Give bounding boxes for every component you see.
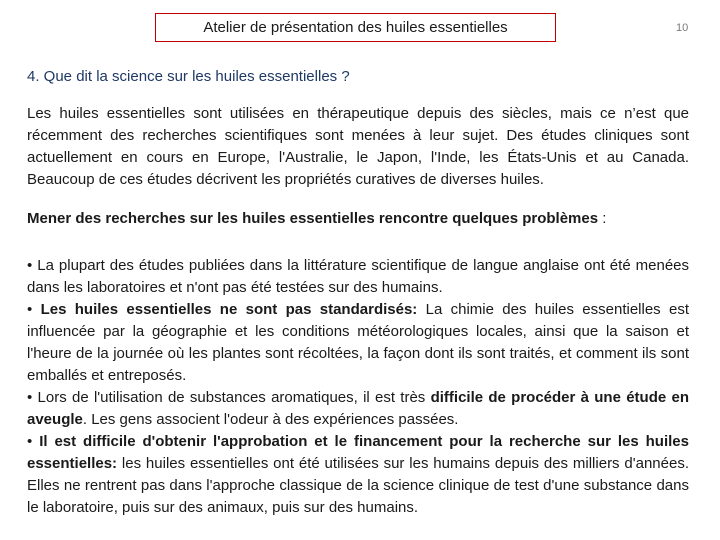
- bullet-marker: •: [27, 257, 38, 274]
- intro-paragraph: Les huiles essentielles sont utilisées en thérapeutique depuis des siècles, mais ce n’est que récemment des recherches scientifiques sont menées à leur sujet. Des études cliniques sont actuellement en cours en Europe, l'Australie, le Japon, l'Inde, les États-Unis et au Canada. Beaucoup de ces études décrivent les propriétés curatives de diverses huiles.: [27, 105, 689, 188]
- bullet-text: Lors de l'utilisation de substances aromatiques, il est très: [37, 389, 431, 406]
- problems-list: [27, 255, 689, 519]
- slide-title: Atelier de présentation des huiles essentielles: [203, 19, 508, 36]
- bullet-marker: •: [27, 389, 38, 406]
- section-heading: 4. Que dit la science sur les huiles essentielles ?: [27, 68, 350, 85]
- list-item: [27, 299, 689, 387]
- list-item: [27, 431, 689, 519]
- bullet-text: La plupart des études publiées dans la littérature scientifique de langue anglaise ont été menées dans les laboratoires et n'ont pas été testées sur des humains.: [27, 257, 690, 296]
- bullet-bold-lead: Il est difficile d'obtenir l'approbation et le financement pour la recherche sur les huiles essentielles:: [27, 433, 689, 472]
- bullet-tail: . Les gens associent l'odeur à des expériences passées.: [82, 411, 459, 428]
- bullet-marker: •: [27, 433, 40, 450]
- bullet-bold-inline: difficile de procéder à une étude en aveugle: [27, 389, 689, 428]
- slide-title-box: [155, 13, 556, 42]
- list-item: [27, 387, 689, 431]
- bullet-marker: •: [27, 301, 41, 318]
- problems-heading: [27, 210, 606, 227]
- problems-heading-colon: :: [598, 210, 607, 227]
- bullet-text: les huiles essentielles ont été utilisées sur les humains depuis des milliers d'années. Elles ne rentrent pas dans l'approche classique de la science clinique de test d'une substance dans le laboratoire, puis sur des animaux, puis sur des humains.: [27, 455, 689, 516]
- problems-heading-text: Mener des recherches sur les huiles essentielles rencontre quelques problèmes: [27, 210, 599, 227]
- list-item: [27, 255, 689, 299]
- page-number: 10: [676, 22, 689, 34]
- bullet-text: La chimie des huiles essentielles est influencée par la géographie et les conditions météorologiques locales, ainsi que la saison et l'heure de la journée où les plantes sont récoltées, la façon dont ils sont traités, et comment ils sont emballés et entreposés.: [27, 301, 690, 384]
- bullet-bold-lead: Les huiles essentielles ne sont pas standardisés:: [40, 301, 418, 318]
